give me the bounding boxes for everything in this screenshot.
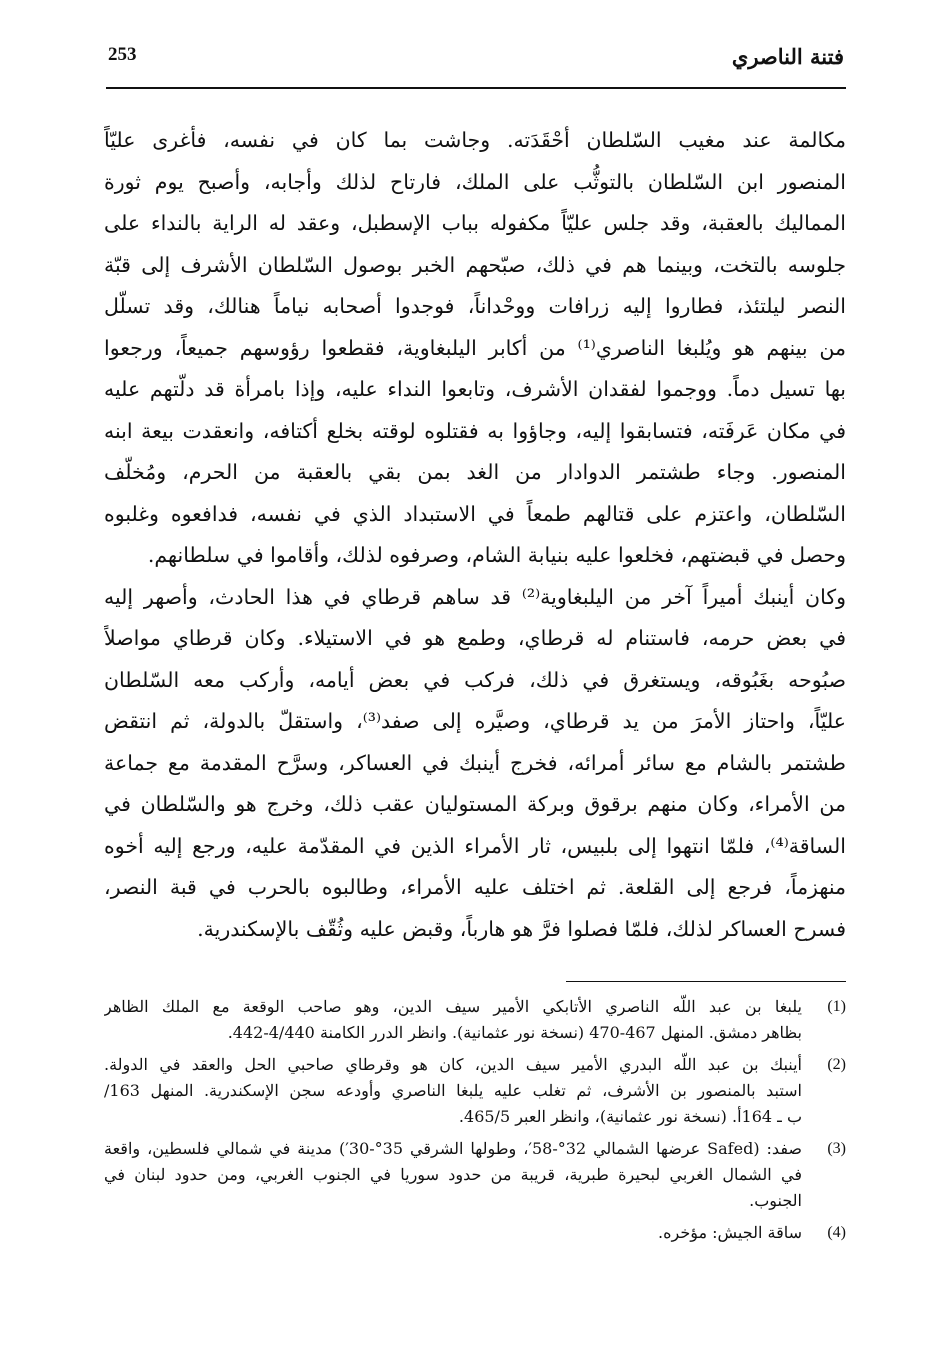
text-line: وحصل في قبضتهم، فخلعوا عليه بنيابة الشام، وصرفوه لذلك، وأقاموا في سلطانهم. (147, 543, 846, 567)
text-line: السّلطان، واعتزم على قتالهم طمعاً في الاستبداد الذي في نفسه، فدافعوه وغلبوه (104, 501, 846, 526)
footnote-line: بظاهر دمشق. المنهل 467-470 (نسخة نور عثمانية). وانظر الدرر الكامنة 4/440-442. (227, 1023, 802, 1042)
footnote-line: يلبغا بن عبد اللّه الناصري الأتابكي الأمير سيف الدين، وهو صاحب الوقعة مع الملك الظاهر (104, 997, 802, 1016)
footnote-line: الجنوب. (749, 1191, 802, 1210)
text-line: المنصور ابن السّلطان بالتوثُّب على الملك، فارتاح لذلك وأجابه، وأصبح يوم ثورة (104, 169, 846, 194)
footnote-number: (2) (827, 1056, 846, 1073)
text-line: في بعض حرمه، فاستنام له قرطاي، وطمع هو في الاستيلاء. وكان قرطاي مواصلاً (104, 626, 846, 650)
footnote-1 (104, 994, 846, 1046)
text-line: عليّاً، واحتاز الأمرَ من يد قرطاي، وصيَّره إلى صفد⁽³⁾، واستقلّ بالدولة، ثم انتقض (104, 709, 846, 733)
text-line: مكالمة عند مغيب السّلطان أحْقَدَته. وجاشت بما كان في نفسه، فأغرى عليّاً (104, 128, 846, 152)
page-header (108, 38, 844, 88)
footnote-line: ب ـ 164أ. (نسخة نور عثمانية)، وانظر العبر 465/5. (458, 1107, 802, 1126)
text-line: صبُوحه بغَبُوقه، ويستغرق في ذلك، فركب في بعض أيامه، وأركب معه السّلطان (104, 667, 846, 692)
footnotes (104, 994, 846, 1252)
footnote-separator (566, 981, 846, 982)
text-line: وكان أينبك أميراً آخر من اليلبغاوية⁽²⁾ قد ساهم قرطاي في هذا الحادث، وأصهر إليه (104, 584, 846, 609)
footnote-2 (104, 1052, 846, 1130)
footnote-line: ساقة الجيش: مؤخره. (658, 1223, 802, 1242)
footnote-4 (104, 1220, 846, 1246)
header-rule (106, 87, 846, 89)
text-line: المماليك بالعقبة، وقد جلس عليّاً مكفوله بباب الإسطبل، وعقد له الراية بالنداء على (104, 211, 846, 235)
footnote-line: في الشمال الغربي لبحيرة طبرية، قريبة من حدود سوريا في الجنوب الغربي، ومن حدود لبنان في (104, 1165, 802, 1184)
text-line: المنصور. وجاء طشتمر الدوادار من الغد بمن بقي بالعقبة من الحرم، ومُخلّف (104, 460, 846, 484)
footnote-line: صفد: (Safed عرضها الشمالي 32°-58′، وطولها الشرقي 35°-30′) مدينة في شمالي فلسطين، واقعة (104, 1139, 802, 1158)
main-text (104, 120, 846, 950)
text-line: من بينهم هو ويُلبغا الناصري⁽¹⁾ من أكابر اليلبغاوية، فقطعوا رؤوسهم جميعاً، ورجعوا (104, 335, 846, 360)
running-title: فتنة الناصري (731, 44, 844, 69)
footnote-number: (1) (827, 998, 846, 1015)
footnote-line: استبد بالمنصور بن الأشرف، ثم تغلب عليه يلبغا الناصري وأودعه سجن الإسكندرية. المنهل 163/ (104, 1081, 802, 1100)
text-line: طشتمر بالشام مع سائر أمرائه، فخرج أينبك في العساكر، وسرَّح المقدمة مع جماعة (104, 750, 846, 775)
page-number: 253 (108, 44, 137, 65)
text-line: النصر ليلتئذ، فطاروا إليه زرافات ووحْداناً، فوجدوا أصحابه نياماً هنالك، وقد تسلّل (104, 294, 846, 318)
footnote-line: أينبك بن عبد اللّه البدري الأمير سيف الدين، كان هو وقرطاي صاحبي الحل والعقد في الدولة. (104, 1055, 802, 1074)
footnote-number: (4) (827, 1224, 846, 1241)
text-line: فسرح العساكر لذلك، فلمّا فصلوا فرَّ هو هارباً، وقبض عليه وثُقّف بالإسكندرية. (197, 916, 846, 941)
text-line: الساقة⁽⁴⁾، فلمّا انتهوا إلى بلبيس، ثار الأمراء الذين في المقدّمة عليه، ورجع إليه أخوه (104, 833, 846, 858)
text-line: جلوسه بالتخت، وبينما هم في ذلك، صبّحهم الخبر بوصول السّلطان الأشرف إلى قبّة (104, 252, 846, 277)
text-line: في مكان عَرفَته، فتسابقوا إليه، وجاؤوا به فقتلوه لوقته بخلع أكتافه، وانعقدت بيعة ابنه (104, 418, 846, 443)
text-line: بها تسيل دماً. ووجموا لفقدان الأشرف، وتابعوا النداء عليه، وإذا بامرأة قد دلّتهم عليه (104, 377, 846, 401)
text-line: من الأمراء، وكان منهم برقوق وبركة المستوليان عقب ذلك، وخرج هو والسّلطان في (104, 792, 846, 816)
footnote-3 (104, 1136, 846, 1214)
text-line: منهزماً، فرجع إلى القلعة. ثم اختلف عليه الأمراء، وطالبوه بالحرب في قبة النصر، (104, 875, 846, 899)
footnote-number: (3) (827, 1140, 846, 1157)
